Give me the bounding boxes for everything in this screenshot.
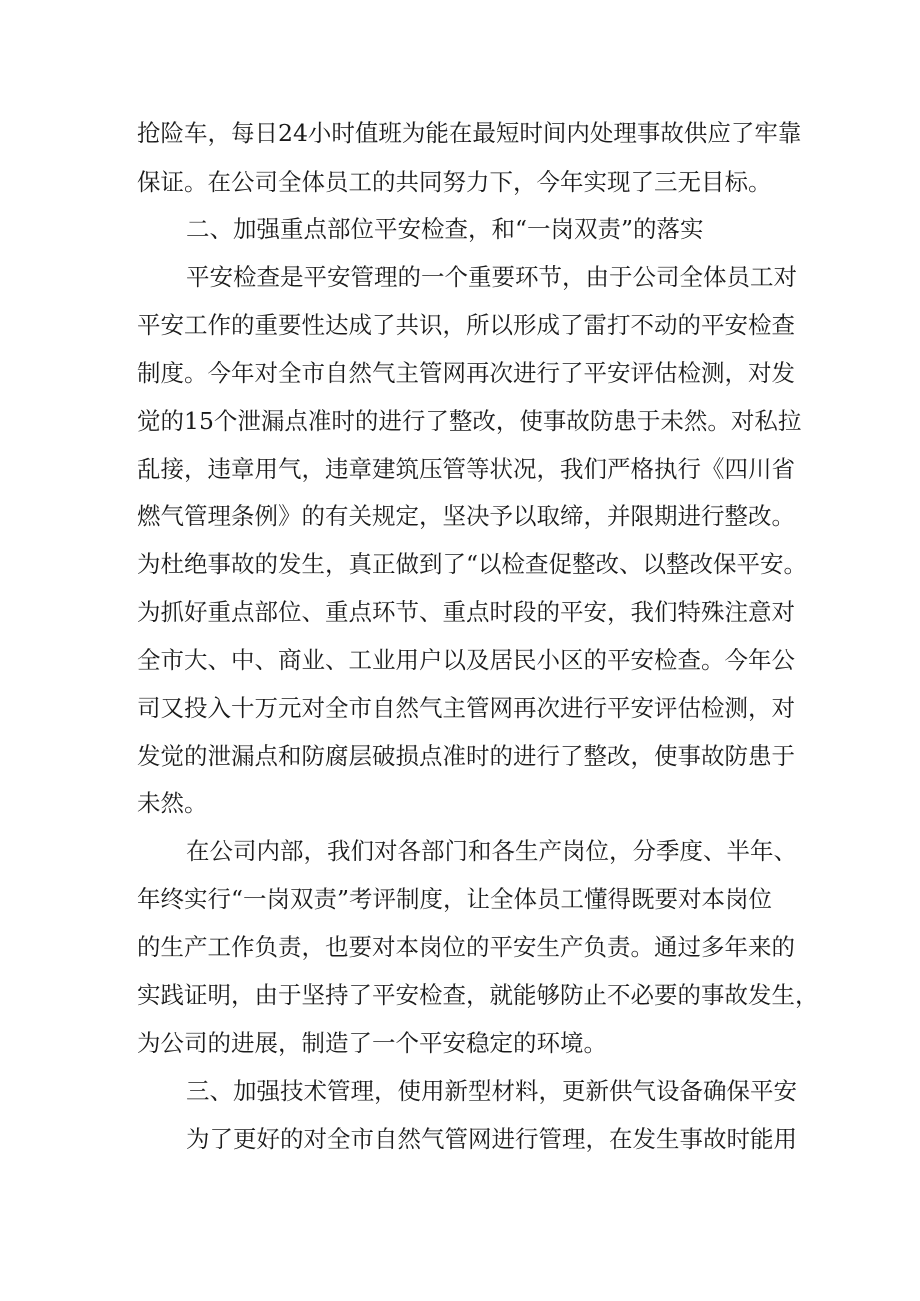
body-text-line: 的生产工作负责，也要对本岗位的平安生产负责。通过多年来的 <box>137 933 795 961</box>
body-text-line: 司又投入十万元对全市自然气主管网再次进行平安评估检测，对 <box>137 694 795 722</box>
section-heading-3: 三、加强技术管理，使用新型材料，更新供气设备确保平安 <box>186 1077 797 1105</box>
body-text-line: 制度。今年对全市自然气主管网再次进行了平安评估检测，对发 <box>137 359 795 387</box>
body-text-line: 实践证明，由于坚持了平安检查，就能够防止不必要的事故发生， <box>137 981 819 1009</box>
body-text-line: 乱接，违章用气，违章建筑压管等状况，我们严格执行《四川省 <box>137 455 795 483</box>
body-text-line: 保证。在公司全体员工的共同努力下，今年实现了三无目标。 <box>137 168 772 196</box>
body-text-line: 为了更好的对全市自然气管网进行管理，在发生事故时能用 <box>186 1125 797 1153</box>
body-text-line: 为公司的进展，制造了一个平安稳定的环境。 <box>137 1029 607 1057</box>
body-text-line: 平安工作的重要性达成了共识，所以形成了雷打不动的平安检查 <box>137 311 795 339</box>
section-heading-2: 二、加强重点部位平安检查，和“一岗双责”的落实 <box>186 215 704 243</box>
body-text-line: 平安检查是平安管理的一个重要环节，由于公司全体员工对 <box>186 263 797 291</box>
body-text-line: 为抓好重点部位、重点环节、重点时段的平安，我们特殊注意对 <box>137 598 795 626</box>
body-text-line: 全市大、中、商业、工业用户以及居民小区的平安检查。今年公 <box>137 646 795 674</box>
body-text-line: 燃气管理条例》的有关规定，坚决予以取缔，并限期进行整改。 <box>137 502 795 530</box>
body-text-line: 年终实行“一岗双责”考评制度，让全体员工懂得既要对本岗位 <box>137 885 773 913</box>
body-text-line: 发觉的泄漏点和防腐层破损点准时的进行了整改，使事故防患于 <box>137 742 795 770</box>
body-text-line: 觉的15个泄漏点准时的进行了整改，使事故防患于未然。对私拉 <box>137 407 802 435</box>
body-text-line: 抢险车，每日24小时值班为能在最短时间内处理事故供应了牢靠 <box>137 119 802 147</box>
body-text-line: 为杜绝事故的发生，真正做到了“以检查促整改、以整改保平安。 <box>137 550 808 578</box>
body-text-line: 在公司内部，我们对各部门和各生产岗位，分季度、半年、 <box>186 837 797 865</box>
body-text-line: 未然。 <box>137 789 208 817</box>
